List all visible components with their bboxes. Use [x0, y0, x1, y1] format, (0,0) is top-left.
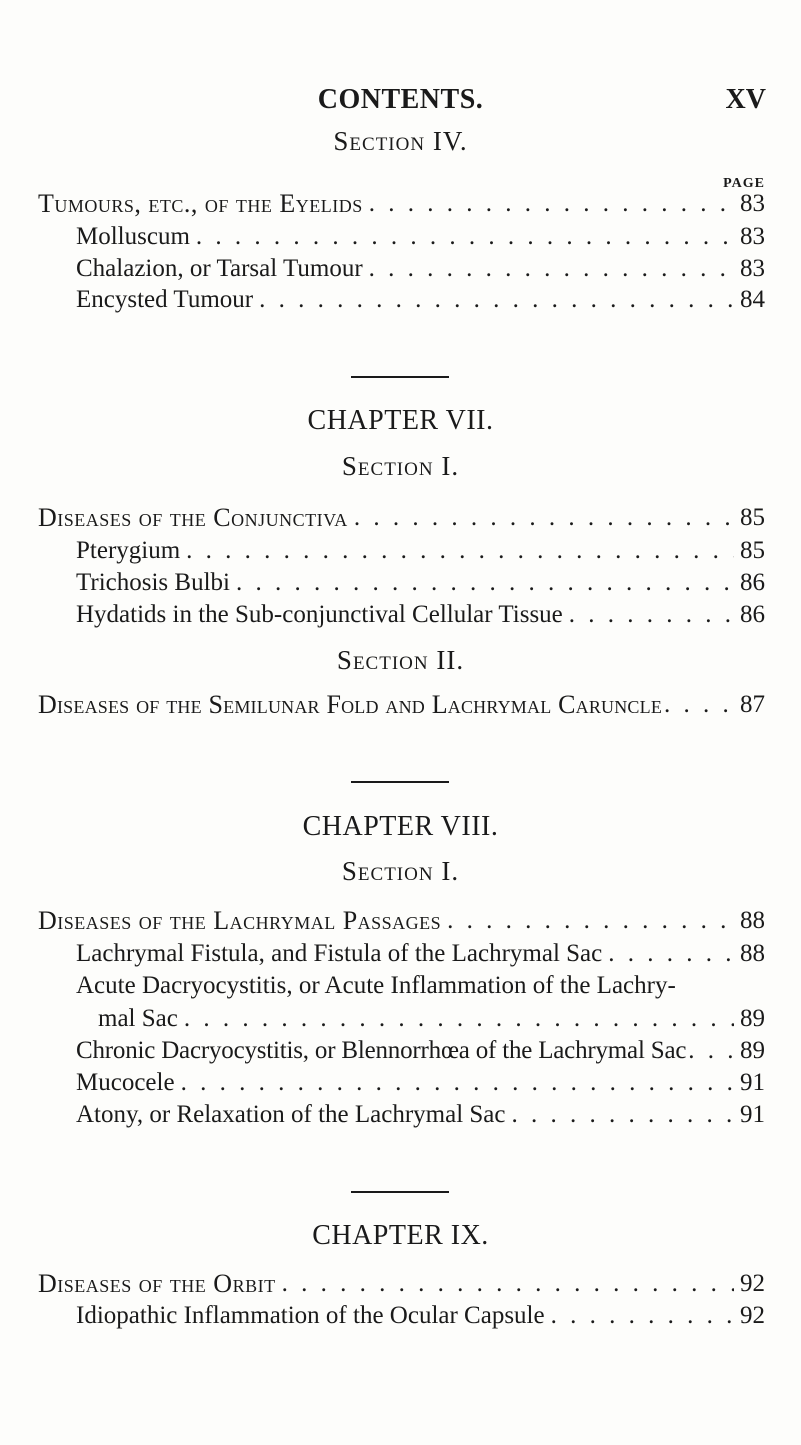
- toc-entry-label: Diseases of the Orbit: [38, 1269, 276, 1298]
- toc-entry-page: 83: [740, 190, 765, 217]
- dot-leader: [363, 188, 734, 220]
- dot-leader: [253, 284, 734, 316]
- toc-entry-page: 87: [740, 691, 765, 718]
- toc-entry-page: 91: [740, 1069, 765, 1096]
- toc-entry-label: Chalazion, or Tarsal Tumour: [76, 255, 363, 282]
- toc-entry-page: 89: [740, 1005, 765, 1032]
- toc-entry: [76, 253, 765, 285]
- toc-entry-page: 83: [740, 223, 765, 250]
- dot-leader: [180, 535, 734, 567]
- toc-entry-label: Mucocele: [76, 1069, 175, 1096]
- dot-leader: [348, 502, 734, 534]
- toc-entry-page: 84: [740, 286, 765, 313]
- toc-entry-label: Acute Dacryocystitis, or Acute Inflammation of the Lachry-: [76, 972, 676, 999]
- dot-leader: [506, 1099, 735, 1131]
- toc-entry-label: Lachrymal Fistula, and Fistula of the Lachrymal Sac: [76, 940, 603, 967]
- toc-entry-page: 89: [740, 1037, 765, 1064]
- dot-leader: [230, 567, 734, 599]
- toc-entry-continuation: [98, 1003, 765, 1035]
- toc-entry: [76, 599, 765, 631]
- dot-leader: [363, 253, 734, 285]
- toc-entry-page: 91: [740, 1101, 765, 1128]
- toc-entry: [76, 1067, 765, 1099]
- toc-entry-page: 86: [740, 569, 765, 596]
- toc-entry: [38, 905, 765, 937]
- chapter-heading: CHAPTER VIII.: [302, 811, 499, 842]
- page-number: XV: [725, 84, 766, 115]
- toc-entry-label: Molluscum: [76, 223, 190, 250]
- toc-entry-label: Trichosis Bulbi: [76, 569, 230, 596]
- toc-entry: [76, 567, 765, 599]
- toc-entry-page: 85: [740, 504, 765, 531]
- dot-leader: [563, 599, 734, 631]
- toc-entry: [76, 938, 765, 970]
- toc-entry: [38, 502, 765, 534]
- toc-entry-page: 92: [740, 1302, 765, 1329]
- toc-entry: [76, 1099, 765, 1131]
- toc-entry-label: Pterygium: [76, 537, 181, 564]
- dot-leader: [178, 1003, 734, 1035]
- toc-entry-label: Chronic Dacryocystitis, or Blennorrhœa of the Lachrymal Sac: [76, 1037, 687, 1064]
- running-header: [0, 84, 801, 124]
- toc-entry: [76, 970, 765, 1002]
- dot-leader: [175, 1067, 734, 1099]
- toc-entry-label: Idiopathic Inflammation of the Ocular Capsule: [76, 1302, 545, 1329]
- toc-entry-label: Atony, or Relaxation of the Lachrymal Sac: [76, 1101, 506, 1128]
- dot-leader: [686, 1035, 734, 1067]
- toc-entry-page: 85: [740, 537, 765, 564]
- toc-entry: [76, 284, 765, 316]
- chapter-heading: CHAPTER IX.: [312, 1220, 489, 1251]
- toc-entry-page: 83: [740, 255, 765, 282]
- toc-entry: [38, 188, 765, 220]
- toc-entry: [38, 689, 765, 721]
- toc-entry-label: Encysted Tumour: [76, 286, 254, 313]
- page-title: CONTENTS.: [317, 84, 484, 115]
- section-heading: Section IV.: [333, 126, 468, 156]
- dot-leader: [441, 905, 734, 937]
- toc-entry-page: 92: [740, 1270, 765, 1297]
- toc-entry-label: Tumours, etc., of the Eyelids: [38, 189, 363, 218]
- toc-entry-page: 86: [740, 601, 765, 628]
- dot-leader: [545, 1300, 734, 1332]
- toc-entry: [76, 1035, 765, 1067]
- toc-entry-page: 88: [740, 940, 765, 967]
- dot-leader: [276, 1268, 734, 1300]
- toc-entry: [76, 221, 765, 253]
- chapter-heading: CHAPTER VII.: [307, 405, 494, 436]
- toc-entry-label: Diseases of the Semilunar Fold and Lachrymal Caruncle: [38, 690, 663, 719]
- toc-entry-label: Hydatids in the Sub-conjunctival Cellular Tissue: [76, 601, 563, 628]
- toc-entry: [38, 1268, 765, 1300]
- page-column-label: PAGE: [723, 176, 765, 191]
- toc-entry: [76, 1300, 765, 1332]
- dot-leader: [662, 689, 734, 721]
- dot-leader: [602, 938, 734, 970]
- dot-leader: [190, 221, 734, 253]
- toc-entry-label: Diseases of the Lachrymal Passages: [38, 906, 442, 935]
- section-rule: [351, 376, 449, 378]
- toc-entry: [76, 535, 765, 567]
- toc-entry-page: 88: [740, 907, 765, 934]
- section-heading: Section II.: [336, 645, 465, 675]
- section-rule: [351, 1191, 449, 1193]
- section-heading: Section I.: [341, 856, 460, 886]
- section-heading: Section I.: [341, 451, 460, 481]
- section-rule: [351, 781, 449, 783]
- toc-entry-label: Diseases of the Conjunctiva: [38, 503, 348, 532]
- toc-entry-label-continued: mal Sac: [98, 1005, 178, 1032]
